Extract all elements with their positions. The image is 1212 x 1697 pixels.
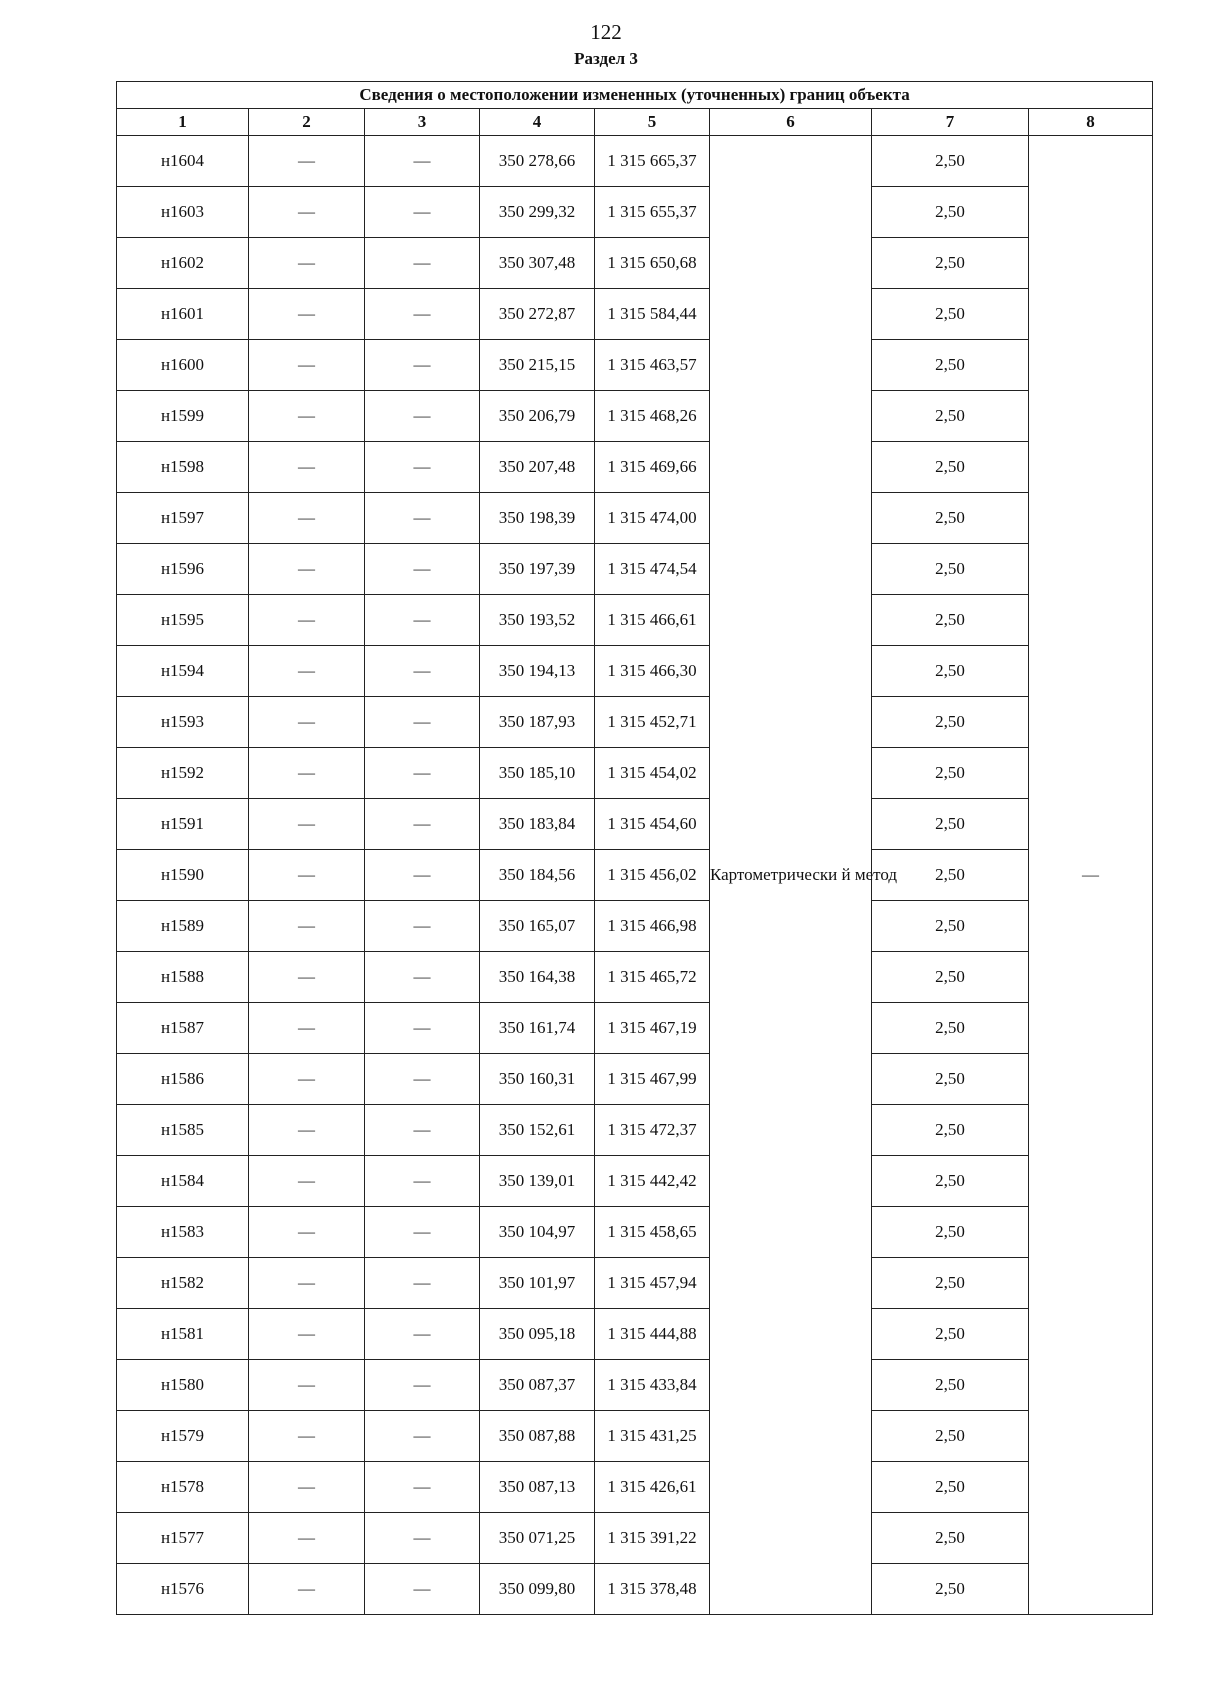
point-number-cell: н1585 bbox=[117, 1105, 249, 1156]
y-coordinate-cell: 1 315 467,19 bbox=[595, 1003, 710, 1054]
y-coordinate-cell: 1 315 467,99 bbox=[595, 1054, 710, 1105]
column-3-cell: — bbox=[365, 1258, 480, 1309]
y-coordinate-cell: 1 315 466,30 bbox=[595, 646, 710, 697]
column-3-cell: — bbox=[365, 544, 480, 595]
column-2-cell: — bbox=[249, 442, 365, 493]
column-3-cell: — bbox=[365, 799, 480, 850]
accuracy-cell: 2,50 bbox=[872, 952, 1029, 1003]
accuracy-cell: 2,50 bbox=[872, 136, 1029, 187]
section-title: Раздел 3 bbox=[574, 49, 638, 68]
column-header: 5 bbox=[595, 109, 710, 136]
point-number-cell: н1597 bbox=[117, 493, 249, 544]
y-coordinate-cell: 1 315 463,57 bbox=[595, 340, 710, 391]
column-2-cell: — bbox=[249, 697, 365, 748]
table-row bbox=[117, 187, 1153, 238]
point-number-cell: н1595 bbox=[117, 595, 249, 646]
column-2-cell: — bbox=[249, 1054, 365, 1105]
column-3-cell: — bbox=[365, 1513, 480, 1564]
column-2-cell: — bbox=[249, 493, 365, 544]
accuracy-cell: 2,50 bbox=[872, 442, 1029, 493]
accuracy-cell: 2,50 bbox=[872, 187, 1029, 238]
determination-method-cell: Картометрически й метод bbox=[710, 136, 872, 1615]
y-coordinate-cell: 1 315 391,22 bbox=[595, 1513, 710, 1564]
column-3-cell: — bbox=[365, 595, 480, 646]
table-row bbox=[117, 1513, 1153, 1564]
y-coordinate-cell: 1 315 433,84 bbox=[595, 1360, 710, 1411]
table-row bbox=[117, 901, 1153, 952]
y-coordinate-cell: 1 315 474,00 bbox=[595, 493, 710, 544]
point-number-cell: н1583 bbox=[117, 1207, 249, 1258]
y-coordinate-cell: 1 315 665,37 bbox=[595, 136, 710, 187]
x-coordinate-cell: 350 272,87 bbox=[480, 289, 595, 340]
table-row bbox=[117, 340, 1153, 391]
x-coordinate-cell: 350 101,97 bbox=[480, 1258, 595, 1309]
x-coordinate-cell: 350 104,97 bbox=[480, 1207, 595, 1258]
y-coordinate-cell: 1 315 458,65 bbox=[595, 1207, 710, 1258]
column-3-cell: — bbox=[365, 1411, 480, 1462]
y-coordinate-cell: 1 315 466,61 bbox=[595, 595, 710, 646]
table-row bbox=[117, 952, 1153, 1003]
accuracy-cell: 2,50 bbox=[872, 340, 1029, 391]
accuracy-cell: 2,50 bbox=[872, 1156, 1029, 1207]
accuracy-cell: 2,50 bbox=[872, 544, 1029, 595]
point-number-cell: н1586 bbox=[117, 1054, 249, 1105]
column-3-cell: — bbox=[365, 1564, 480, 1615]
y-coordinate-cell: 1 315 442,42 bbox=[595, 1156, 710, 1207]
column-2-cell: — bbox=[249, 391, 365, 442]
column-2-cell: — bbox=[249, 289, 365, 340]
y-coordinate-cell: 1 315 426,61 bbox=[595, 1462, 710, 1513]
x-coordinate-cell: 350 183,84 bbox=[480, 799, 595, 850]
accuracy-cell: 2,50 bbox=[872, 391, 1029, 442]
point-number-cell: н1594 bbox=[117, 646, 249, 697]
table-row bbox=[117, 1207, 1153, 1258]
x-coordinate-cell: 350 099,80 bbox=[480, 1564, 595, 1615]
accuracy-cell: 2,50 bbox=[872, 1054, 1029, 1105]
point-number-cell: н1577 bbox=[117, 1513, 249, 1564]
y-coordinate-cell: 1 315 584,44 bbox=[595, 289, 710, 340]
x-coordinate-cell: 350 197,39 bbox=[480, 544, 595, 595]
point-number-cell: н1600 bbox=[117, 340, 249, 391]
column-2-cell: — bbox=[249, 595, 365, 646]
column-3-cell: — bbox=[365, 1207, 480, 1258]
point-number-cell: н1580 bbox=[117, 1360, 249, 1411]
point-number-cell: н1578 bbox=[117, 1462, 249, 1513]
column-3-cell: — bbox=[365, 697, 480, 748]
column-2-cell: — bbox=[249, 901, 365, 952]
point-number-cell: н1592 bbox=[117, 748, 249, 799]
point-number-cell: н1588 bbox=[117, 952, 249, 1003]
column-header-row bbox=[117, 109, 1153, 136]
column-3-cell: — bbox=[365, 289, 480, 340]
point-number-cell: н1598 bbox=[117, 442, 249, 493]
accuracy-cell: 2,50 bbox=[872, 697, 1029, 748]
point-number-cell: н1587 bbox=[117, 1003, 249, 1054]
table-row bbox=[117, 646, 1153, 697]
column-3-cell: — bbox=[365, 1156, 480, 1207]
x-coordinate-cell: 350 095,18 bbox=[480, 1309, 595, 1360]
table-row bbox=[117, 238, 1153, 289]
table-row bbox=[117, 595, 1153, 646]
table-row bbox=[117, 544, 1153, 595]
x-coordinate-cell: 350 185,10 bbox=[480, 748, 595, 799]
column-3-cell: — bbox=[365, 748, 480, 799]
column-2-cell: — bbox=[249, 799, 365, 850]
table-row bbox=[117, 1105, 1153, 1156]
column-2-cell: — bbox=[249, 1411, 365, 1462]
x-coordinate-cell: 350 087,88 bbox=[480, 1411, 595, 1462]
y-coordinate-cell: 1 315 468,26 bbox=[595, 391, 710, 442]
table-row bbox=[117, 289, 1153, 340]
column-2-cell: — bbox=[249, 1564, 365, 1615]
column-3-cell: — bbox=[365, 1054, 480, 1105]
y-coordinate-cell: 1 315 466,98 bbox=[595, 901, 710, 952]
x-coordinate-cell: 350 164,38 bbox=[480, 952, 595, 1003]
point-number-cell: н1590 bbox=[117, 850, 249, 901]
table-row bbox=[117, 391, 1153, 442]
column-2-cell: — bbox=[249, 1156, 365, 1207]
point-number-cell: н1591 bbox=[117, 799, 249, 850]
x-coordinate-cell: 350 193,52 bbox=[480, 595, 595, 646]
accuracy-cell: 2,50 bbox=[872, 1564, 1029, 1615]
accuracy-cell: 2,50 bbox=[872, 1003, 1029, 1054]
point-number-cell: н1584 bbox=[117, 1156, 249, 1207]
table-row bbox=[117, 1564, 1153, 1615]
point-number-cell: н1593 bbox=[117, 697, 249, 748]
y-coordinate-cell: 1 315 474,54 bbox=[595, 544, 710, 595]
y-coordinate-cell: 1 315 469,66 bbox=[595, 442, 710, 493]
column-3-cell: — bbox=[365, 850, 480, 901]
point-number-cell: н1599 bbox=[117, 391, 249, 442]
y-coordinate-cell: 1 315 655,37 bbox=[595, 187, 710, 238]
point-number-cell: н1602 bbox=[117, 238, 249, 289]
column-2-cell: — bbox=[249, 748, 365, 799]
accuracy-cell: 2,50 bbox=[872, 1462, 1029, 1513]
y-coordinate-cell: 1 315 452,71 bbox=[595, 697, 710, 748]
x-coordinate-cell: 350 299,32 bbox=[480, 187, 595, 238]
x-coordinate-cell: 350 206,79 bbox=[480, 391, 595, 442]
accuracy-cell: 2,50 bbox=[872, 850, 1029, 901]
accuracy-cell: 2,50 bbox=[872, 1258, 1029, 1309]
page-number: 122 bbox=[590, 20, 622, 44]
column-3-cell: — bbox=[365, 442, 480, 493]
column-2-cell: — bbox=[249, 1462, 365, 1513]
point-number-cell: н1579 bbox=[117, 1411, 249, 1462]
x-coordinate-cell: 350 207,48 bbox=[480, 442, 595, 493]
x-coordinate-cell: 350 184,56 bbox=[480, 850, 595, 901]
column-3-cell: — bbox=[365, 1309, 480, 1360]
x-coordinate-cell: 350 215,15 bbox=[480, 340, 595, 391]
column-8-cell: — bbox=[1029, 136, 1153, 1615]
column-header: 4 bbox=[480, 109, 595, 136]
column-header: 7 bbox=[872, 109, 1029, 136]
column-3-cell: — bbox=[365, 391, 480, 442]
table-row bbox=[117, 1003, 1153, 1054]
y-coordinate-cell: 1 315 456,02 bbox=[595, 850, 710, 901]
x-coordinate-cell: 350 087,13 bbox=[480, 1462, 595, 1513]
column-header: 8 bbox=[1029, 109, 1153, 136]
point-number-cell: н1603 bbox=[117, 187, 249, 238]
table-row bbox=[117, 799, 1153, 850]
column-3-cell: — bbox=[365, 136, 480, 187]
column-header: 1 bbox=[117, 109, 249, 136]
column-2-cell: — bbox=[249, 1309, 365, 1360]
column-2-cell: — bbox=[249, 646, 365, 697]
accuracy-cell: 2,50 bbox=[872, 238, 1029, 289]
x-coordinate-cell: 350 152,61 bbox=[480, 1105, 595, 1156]
column-2-cell: — bbox=[249, 1513, 365, 1564]
accuracy-cell: 2,50 bbox=[872, 1411, 1029, 1462]
table-row bbox=[117, 1411, 1153, 1462]
column-2-cell: — bbox=[249, 1105, 365, 1156]
table-row bbox=[117, 493, 1153, 544]
x-coordinate-cell: 350 087,37 bbox=[480, 1360, 595, 1411]
x-coordinate-cell: 350 161,74 bbox=[480, 1003, 595, 1054]
accuracy-cell: 2,50 bbox=[872, 799, 1029, 850]
y-coordinate-cell: 1 315 465,72 bbox=[595, 952, 710, 1003]
table-row bbox=[117, 850, 1153, 901]
x-coordinate-cell: 350 187,93 bbox=[480, 697, 595, 748]
column-3-cell: — bbox=[365, 1105, 480, 1156]
table-row bbox=[117, 1258, 1153, 1309]
x-coordinate-cell: 350 139,01 bbox=[480, 1156, 595, 1207]
y-coordinate-cell: 1 315 650,68 bbox=[595, 238, 710, 289]
y-coordinate-cell: 1 315 472,37 bbox=[595, 1105, 710, 1156]
point-number-cell: н1596 bbox=[117, 544, 249, 595]
table-row bbox=[117, 1462, 1153, 1513]
accuracy-cell: 2,50 bbox=[872, 748, 1029, 799]
y-coordinate-cell: 1 315 378,48 bbox=[595, 1564, 710, 1615]
column-2-cell: — bbox=[249, 136, 365, 187]
point-number-cell: н1581 bbox=[117, 1309, 249, 1360]
accuracy-cell: 2,50 bbox=[872, 646, 1029, 697]
column-header: 3 bbox=[365, 109, 480, 136]
column-3-cell: — bbox=[365, 1360, 480, 1411]
y-coordinate-cell: 1 315 454,60 bbox=[595, 799, 710, 850]
x-coordinate-cell: 350 071,25 bbox=[480, 1513, 595, 1564]
accuracy-cell: 2,50 bbox=[872, 1360, 1029, 1411]
column-3-cell: — bbox=[365, 340, 480, 391]
accuracy-cell: 2,50 bbox=[872, 595, 1029, 646]
table-row bbox=[117, 136, 1153, 187]
accuracy-cell: 2,50 bbox=[872, 1105, 1029, 1156]
table-row bbox=[117, 697, 1153, 748]
accuracy-cell: 2,50 bbox=[872, 901, 1029, 952]
column-3-cell: — bbox=[365, 187, 480, 238]
column-2-cell: — bbox=[249, 1360, 365, 1411]
column-2-cell: — bbox=[249, 1003, 365, 1054]
column-3-cell: — bbox=[365, 493, 480, 544]
column-3-cell: — bbox=[365, 901, 480, 952]
accuracy-cell: 2,50 bbox=[872, 1207, 1029, 1258]
y-coordinate-cell: 1 315 431,25 bbox=[595, 1411, 710, 1462]
table-row bbox=[117, 1309, 1153, 1360]
column-header: 2 bbox=[249, 109, 365, 136]
accuracy-cell: 2,50 bbox=[872, 1309, 1029, 1360]
point-number-cell: н1576 bbox=[117, 1564, 249, 1615]
column-2-cell: — bbox=[249, 238, 365, 289]
column-header: 6 bbox=[710, 109, 872, 136]
column-3-cell: — bbox=[365, 1462, 480, 1513]
point-number-cell: н1589 bbox=[117, 901, 249, 952]
column-2-cell: — bbox=[249, 952, 365, 1003]
table-row bbox=[117, 442, 1153, 493]
table-body bbox=[117, 136, 1153, 1615]
column-2-cell: — bbox=[249, 187, 365, 238]
point-number-cell: н1601 bbox=[117, 289, 249, 340]
boundary-coordinates-table bbox=[116, 81, 1153, 1615]
point-number-cell: н1582 bbox=[117, 1258, 249, 1309]
y-coordinate-cell: 1 315 444,88 bbox=[595, 1309, 710, 1360]
x-coordinate-cell: 350 307,48 bbox=[480, 238, 595, 289]
column-2-cell: — bbox=[249, 544, 365, 595]
column-2-cell: — bbox=[249, 1258, 365, 1309]
x-coordinate-cell: 350 194,13 bbox=[480, 646, 595, 697]
table-row bbox=[117, 1360, 1153, 1411]
y-coordinate-cell: 1 315 454,02 bbox=[595, 748, 710, 799]
column-3-cell: — bbox=[365, 646, 480, 697]
x-coordinate-cell: 350 198,39 bbox=[480, 493, 595, 544]
x-coordinate-cell: 350 160,31 bbox=[480, 1054, 595, 1105]
x-coordinate-cell: 350 165,07 bbox=[480, 901, 595, 952]
column-2-cell: — bbox=[249, 1207, 365, 1258]
column-2-cell: — bbox=[249, 340, 365, 391]
accuracy-cell: 2,50 bbox=[872, 493, 1029, 544]
accuracy-cell: 2,50 bbox=[872, 1513, 1029, 1564]
column-2-cell: — bbox=[249, 850, 365, 901]
accuracy-cell: 2,50 bbox=[872, 289, 1029, 340]
column-3-cell: — bbox=[365, 238, 480, 289]
table-row bbox=[117, 1156, 1153, 1207]
column-3-cell: — bbox=[365, 1003, 480, 1054]
table-row bbox=[117, 748, 1153, 799]
y-coordinate-cell: 1 315 457,94 bbox=[595, 1258, 710, 1309]
x-coordinate-cell: 350 278,66 bbox=[480, 136, 595, 187]
table-row bbox=[117, 1054, 1153, 1105]
point-number-cell: н1604 bbox=[117, 136, 249, 187]
column-3-cell: — bbox=[365, 952, 480, 1003]
table-caption: Сведения о местоположении измененных (уточненных) границ объекта bbox=[117, 82, 1153, 109]
